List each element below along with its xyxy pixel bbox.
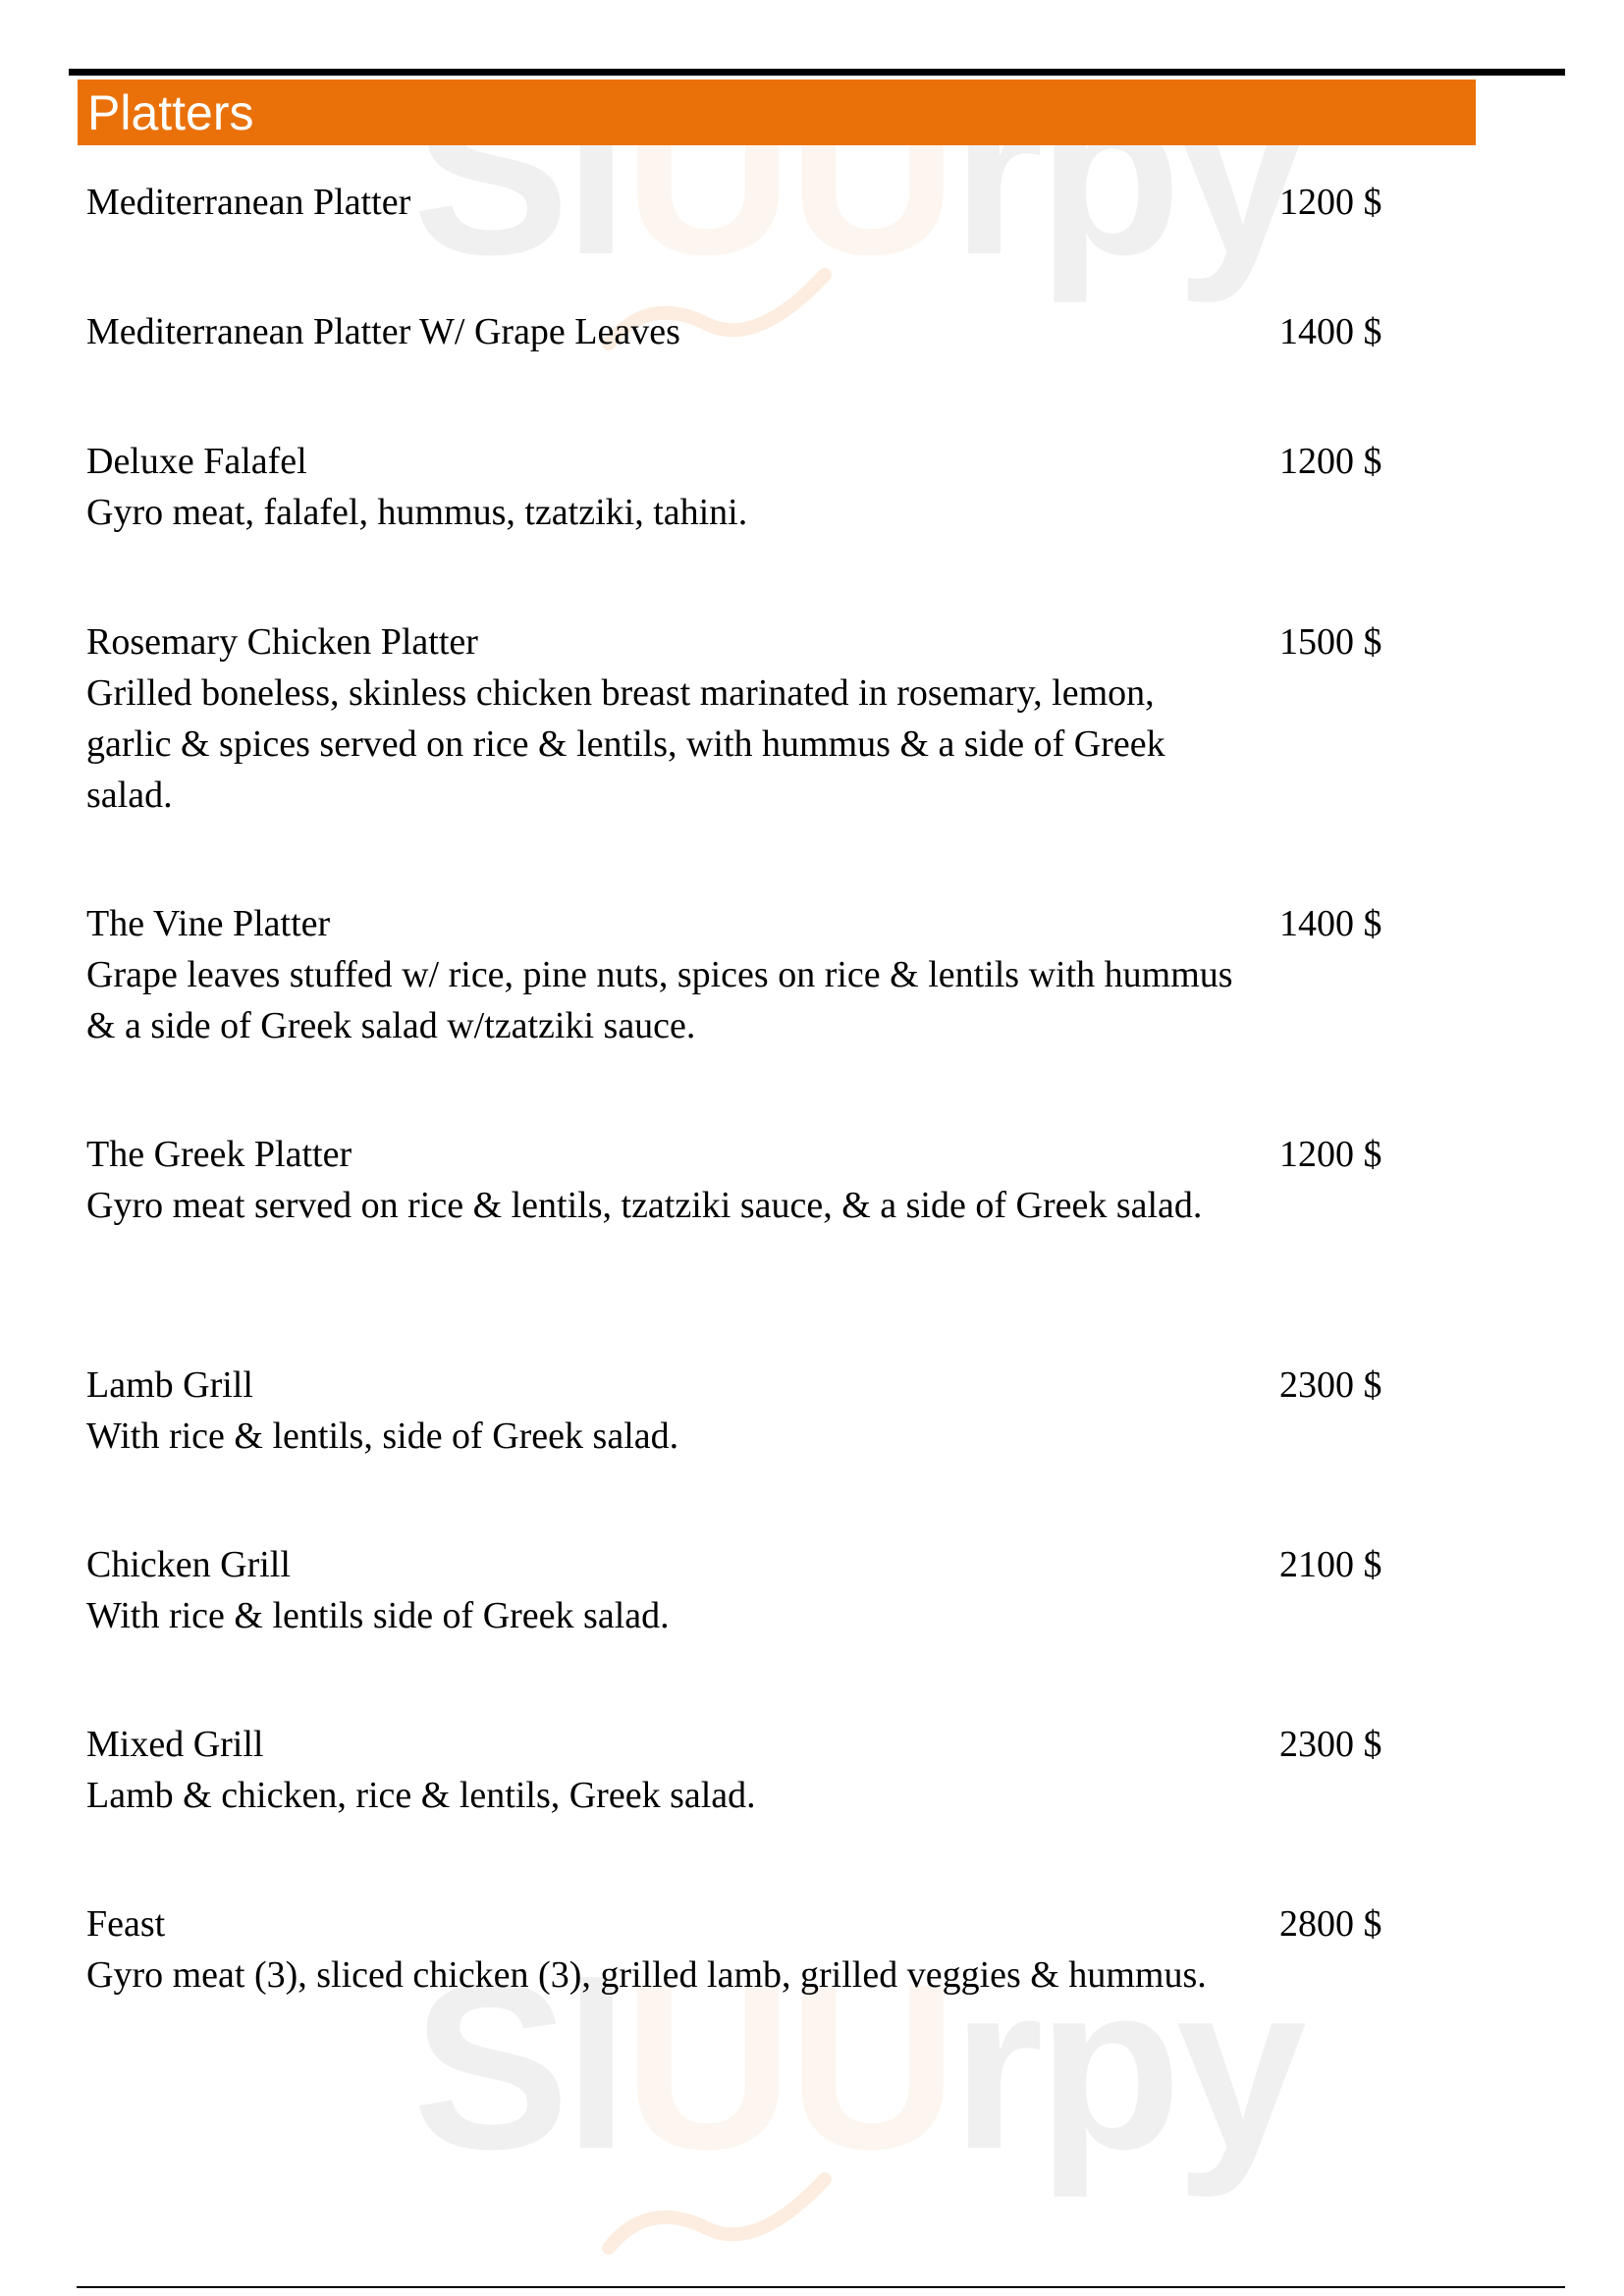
watermark-swash-icon-2 <box>589 2160 844 2268</box>
menu-item-chicken-grill <box>86 1539 1402 1641</box>
menu-item-deluxe-falafel <box>86 436 1402 538</box>
item-description: With rice & lentils, side of Greek salad. <box>86 1415 679 1457</box>
item-price: 1400 $ <box>1279 311 1382 352</box>
item-price: 1400 $ <box>1279 903 1382 944</box>
item-description: Gyro meat, falafel, hummus, tzatziki, tahini. <box>86 492 748 533</box>
item-description: Lamb & chicken, rice & lentils, Greek salad. <box>86 1775 756 1816</box>
section-title: Platters <box>87 84 254 140</box>
section-header <box>78 80 1476 145</box>
menu-item-mediterranean-platter-grape-leaves <box>86 306 1402 357</box>
item-description: With rice & lentils side of Greek salad. <box>86 1595 670 1636</box>
item-price: 1200 $ <box>1279 441 1382 482</box>
item-name: Mediterranean Platter <box>86 182 411 223</box>
sluurpy-watermark-top: SlUUrpy <box>412 40 1301 303</box>
sluurpy-watermark-bottom: SlUUrpy <box>412 1935 1301 2198</box>
item-name: Feast <box>86 1903 166 1945</box>
menu-item-the-greek-platter <box>86 1129 1402 1231</box>
item-name: The Vine Platter <box>86 903 331 944</box>
item-price: 2300 $ <box>1279 1724 1382 1765</box>
item-description: Gyro meat served on rice & lentils, tzatziki sauce, & a side of Greek salad. <box>86 1185 1203 1226</box>
item-description: Grape leaves stuffed w/ rice, pine nuts, spices on rice & lentils with hummus & a side of Greek salad w/tzatziki sauce. <box>86 954 1233 1046</box>
item-price: 2800 $ <box>1279 1903 1382 1945</box>
menu-item-mediterranean-platter <box>86 177 1402 228</box>
item-name: Deluxe Falafel <box>86 441 307 482</box>
bottom-rule <box>77 2286 1565 2288</box>
item-price: 1200 $ <box>1279 182 1382 223</box>
menu-item-feast <box>86 1898 1402 2001</box>
item-description: Grilled boneless, skinless chicken breast marinated in rosemary, lemon, garlic & spices served on rice & lentils, with hummus & a side of Greek salad. <box>86 672 1165 816</box>
item-name: The Greek Platter <box>86 1134 352 1175</box>
item-price: 1200 $ <box>1279 1134 1382 1175</box>
item-name: Mediterranean Platter W/ Grape Leaves <box>86 311 680 352</box>
menu-item-mixed-grill <box>86 1719 1402 1821</box>
item-name: Chicken Grill <box>86 1544 291 1585</box>
top-rule <box>69 69 1565 76</box>
item-price: 1500 $ <box>1279 621 1382 663</box>
item-price: 2100 $ <box>1279 1544 1382 1585</box>
item-name: Lamb Grill <box>86 1364 253 1406</box>
item-price: 2300 $ <box>1279 1364 1382 1406</box>
menu-item-rosemary-chicken-platter <box>86 616 1402 821</box>
menu-item-lamb-grill <box>86 1360 1402 1462</box>
menu-item-the-vine-platter <box>86 898 1402 1051</box>
item-description: Gyro meat (3), sliced chicken (3), grilled lamb, grilled veggies & hummus. <box>86 1954 1207 1996</box>
item-name: Mixed Grill <box>86 1724 264 1765</box>
item-name: Rosemary Chicken Platter <box>86 621 478 663</box>
